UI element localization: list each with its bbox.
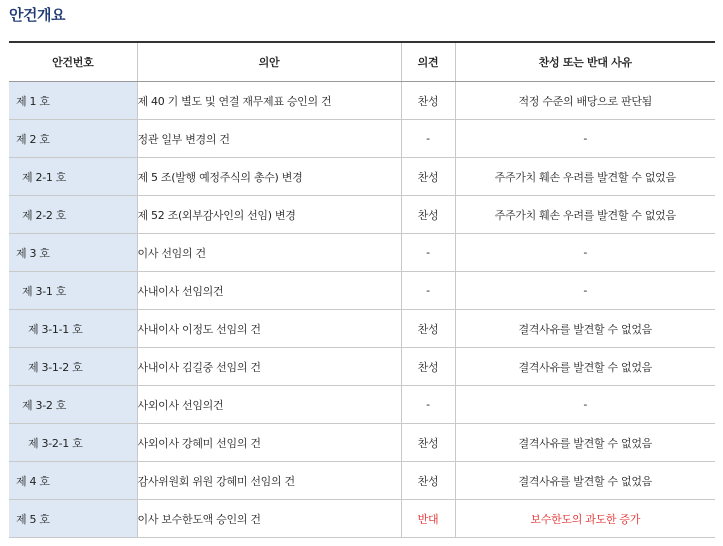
opinion: 찬성 bbox=[401, 158, 455, 196]
agenda-number: 제 4 호 bbox=[9, 462, 137, 500]
table-header-row bbox=[9, 42, 715, 82]
agenda-item: 제 52 조(외부감사인의 선임) 변경 bbox=[137, 196, 401, 234]
agenda-item: 사외이사 강혜미 선임의 건 bbox=[137, 424, 401, 462]
opinion: - bbox=[401, 272, 455, 310]
agenda-number: 제 3-2 호 bbox=[9, 386, 137, 424]
header-agenda-no: 안건번호 bbox=[9, 42, 137, 82]
agenda-number: 제 3-1-2 호 bbox=[9, 348, 137, 386]
agenda-number: 제 5 호 bbox=[9, 500, 137, 538]
agenda-number: 제 3 호 bbox=[9, 234, 137, 272]
reason: - bbox=[455, 120, 715, 158]
table-row bbox=[9, 310, 715, 348]
opinion: - bbox=[401, 234, 455, 272]
table-row bbox=[9, 82, 715, 120]
agenda-number: 제 3-1 호 bbox=[9, 272, 137, 310]
opinion: 찬성 bbox=[401, 310, 455, 348]
agenda-item: 사내이사 김길중 선임의 건 bbox=[137, 348, 401, 386]
agenda-number: 제 2-2 호 bbox=[9, 196, 137, 234]
table-row bbox=[9, 158, 715, 196]
opinion: 찬성 bbox=[401, 348, 455, 386]
opinion: - bbox=[401, 120, 455, 158]
table-row bbox=[9, 120, 715, 158]
agenda-number: 제 2-1 호 bbox=[9, 158, 137, 196]
opinion: - bbox=[401, 386, 455, 424]
table-row bbox=[9, 348, 715, 386]
agenda-item: 사내이사 선임의건 bbox=[137, 272, 401, 310]
reason: - bbox=[455, 386, 715, 424]
reason: 주주가치 훼손 우려를 발견할 수 없었음 bbox=[455, 158, 715, 196]
table-row bbox=[9, 386, 715, 424]
reason: 주주가치 훼손 우려를 발견할 수 없었음 bbox=[455, 196, 715, 234]
reason: 결격사유를 발견할 수 없었음 bbox=[455, 348, 715, 386]
header-agenda-item: 의안 bbox=[137, 42, 401, 82]
agenda-item: 제 40 기 별도 및 연결 재무제표 승인의 건 bbox=[137, 82, 401, 120]
agenda-item: 정관 일부 변경의 건 bbox=[137, 120, 401, 158]
reason-against: 보수한도의 과도한 증가 bbox=[455, 500, 715, 538]
table-row bbox=[9, 272, 715, 310]
agenda-item: 이사 선임의 건 bbox=[137, 234, 401, 272]
opinion: 찬성 bbox=[401, 196, 455, 234]
table-row bbox=[9, 462, 715, 500]
reason: 적정 수준의 배당으로 판단됨 bbox=[455, 82, 715, 120]
table-row bbox=[9, 500, 715, 538]
reason: 결격사유를 발견할 수 없었음 bbox=[455, 462, 715, 500]
reason: 결격사유를 발견할 수 없었음 bbox=[455, 424, 715, 462]
section-title: 안건개요 bbox=[9, 6, 65, 24]
reason: - bbox=[455, 272, 715, 310]
opinion-against: 반대 bbox=[401, 500, 455, 538]
agenda-item: 감사위원회 위원 강혜미 선임의 건 bbox=[137, 462, 401, 500]
opinion: 찬성 bbox=[401, 462, 455, 500]
table-row bbox=[9, 234, 715, 272]
reason: 결격사유를 발견할 수 없었음 bbox=[455, 310, 715, 348]
agenda-item: 사외이사 선임의건 bbox=[137, 386, 401, 424]
agenda-item: 제 5 조(발행 예정주식의 총수) 변경 bbox=[137, 158, 401, 196]
opinion: 찬성 bbox=[401, 424, 455, 462]
table-row bbox=[9, 196, 715, 234]
reason: - bbox=[455, 234, 715, 272]
table-row bbox=[9, 424, 715, 462]
agenda-item: 사내이사 이정도 선임의 건 bbox=[137, 310, 401, 348]
agenda-number: 제 3-2-1 호 bbox=[9, 424, 137, 462]
header-opinion: 의견 bbox=[401, 42, 455, 82]
agenda-number: 제 1 호 bbox=[9, 82, 137, 120]
agenda-number: 제 3-1-1 호 bbox=[9, 310, 137, 348]
header-reason: 찬성 또는 반대 사유 bbox=[455, 42, 715, 82]
agenda-item: 이사 보수한도액 승인의 건 bbox=[137, 500, 401, 538]
opinion: 찬성 bbox=[401, 82, 455, 120]
agenda-table bbox=[9, 41, 715, 538]
agenda-number: 제 2 호 bbox=[9, 120, 137, 158]
